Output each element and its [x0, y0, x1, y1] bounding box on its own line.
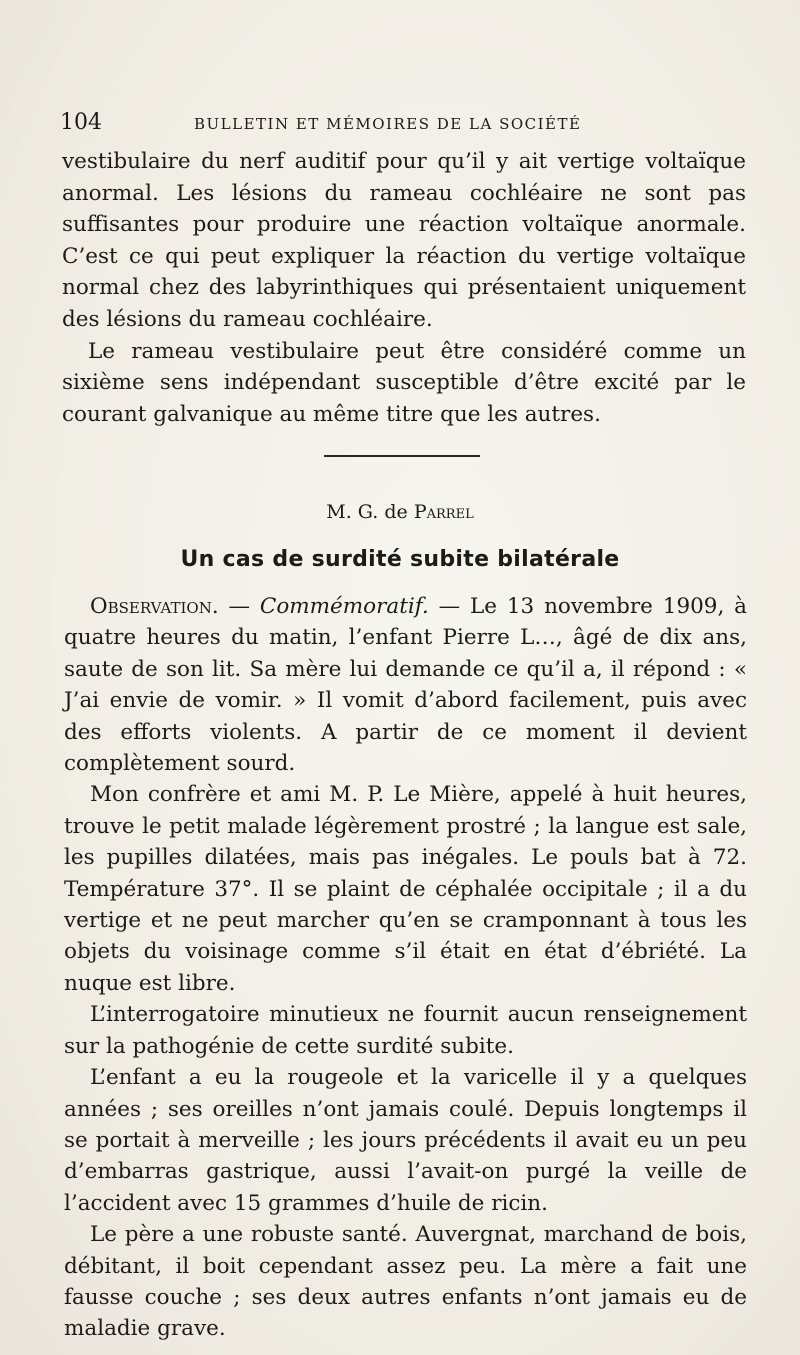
paragraph: L’enfant a eu la rougeole et la varicelle il y a quelques années ; ses oreilles n’ont jamais coulé. Depuis longtemps il se portait à merveille ; les jours précédents il avait eu un peu d’embarras gastrique, aussi l’avait-on purgé la veille de l’accident avec 15 grammes d’huile de ricin.	[64, 1065, 747, 1216]
observation-paragraph	[64, 591, 747, 779]
section-divider	[324, 455, 480, 457]
observation-label: Observation.	[90, 594, 219, 619]
paragraph: L’interrogatoire minutieux ne fournit aucun renseignement sur la pathogénie de cette surdité subite.	[64, 1002, 747, 1059]
page-header	[60, 108, 740, 138]
article-author	[0, 497, 800, 527]
observation-subhead: Commémoratif.	[259, 594, 429, 619]
paragraph: Mon confrère et ami M. P. Le Mière, appelé à huit heures, trouve le petit malade légèrement prostré ; la langue est sale, les pupilles dilatées, mais pas inégales. Le pouls bat à 72. Température 37°. Il se plaint de céphalée occipitale ; il a du vertige et ne peut marcher qu’en se cramponnant à tous les objets du voisinage comme s’il était en état d’ébriété. La nuque est libre.	[64, 782, 747, 996]
article-title: Un cas de surdité subite bilatérale	[180, 547, 620, 572]
observation-text: — Le 13 novembre 1909, à quatre heures du matin, l’enfant Pierre L…, âgé de dix ans, saute de son lit. Sa mère lui demande ce qu’il a, il répond : « J’ai envie de vomir. » Il vomit d’abord facilement, puis avec des efforts violents. A partir de ce moment il devient complètement sourd.	[64, 594, 747, 777]
paragraph: vestibulaire du nerf auditif pour qu’il y ait vertige voltaïque anormal. Les lésions du rameau cochléaire ne sont pas suffisantes pour produire une réaction voltaïque anormale. C’est ce qui peut expliquer la réaction du vertige voltaïque normal chez des labyrinthiques qui présentaient uniquement des lésions du rameau cochléaire.	[62, 149, 746, 332]
running-head: BULLETIN ET MÉMOIRES DE LA SOCIÉTÉ	[194, 115, 582, 133]
author-prefix: M. G. de	[326, 501, 408, 523]
previous-article-text	[62, 146, 746, 430]
paragraph: Le rameau vestibulaire peut être considéré comme un sixième sens indépendant susceptible d’être excité par le courant galvanique au même titre que les autres.	[62, 338, 746, 427]
article-body	[64, 591, 747, 1345]
paragraph: Le père a une robuste santé. Auvergnat, marchand de bois, débitant, il boit cependant assez peu. La mère a fait une fausse couche ; ses deux autres enfants n’ont jamais eu de maladie grave.	[64, 1222, 747, 1342]
observation-dash: —	[218, 594, 260, 619]
page-number: 104	[60, 110, 102, 135]
author-surname: Parrel	[413, 501, 474, 523]
